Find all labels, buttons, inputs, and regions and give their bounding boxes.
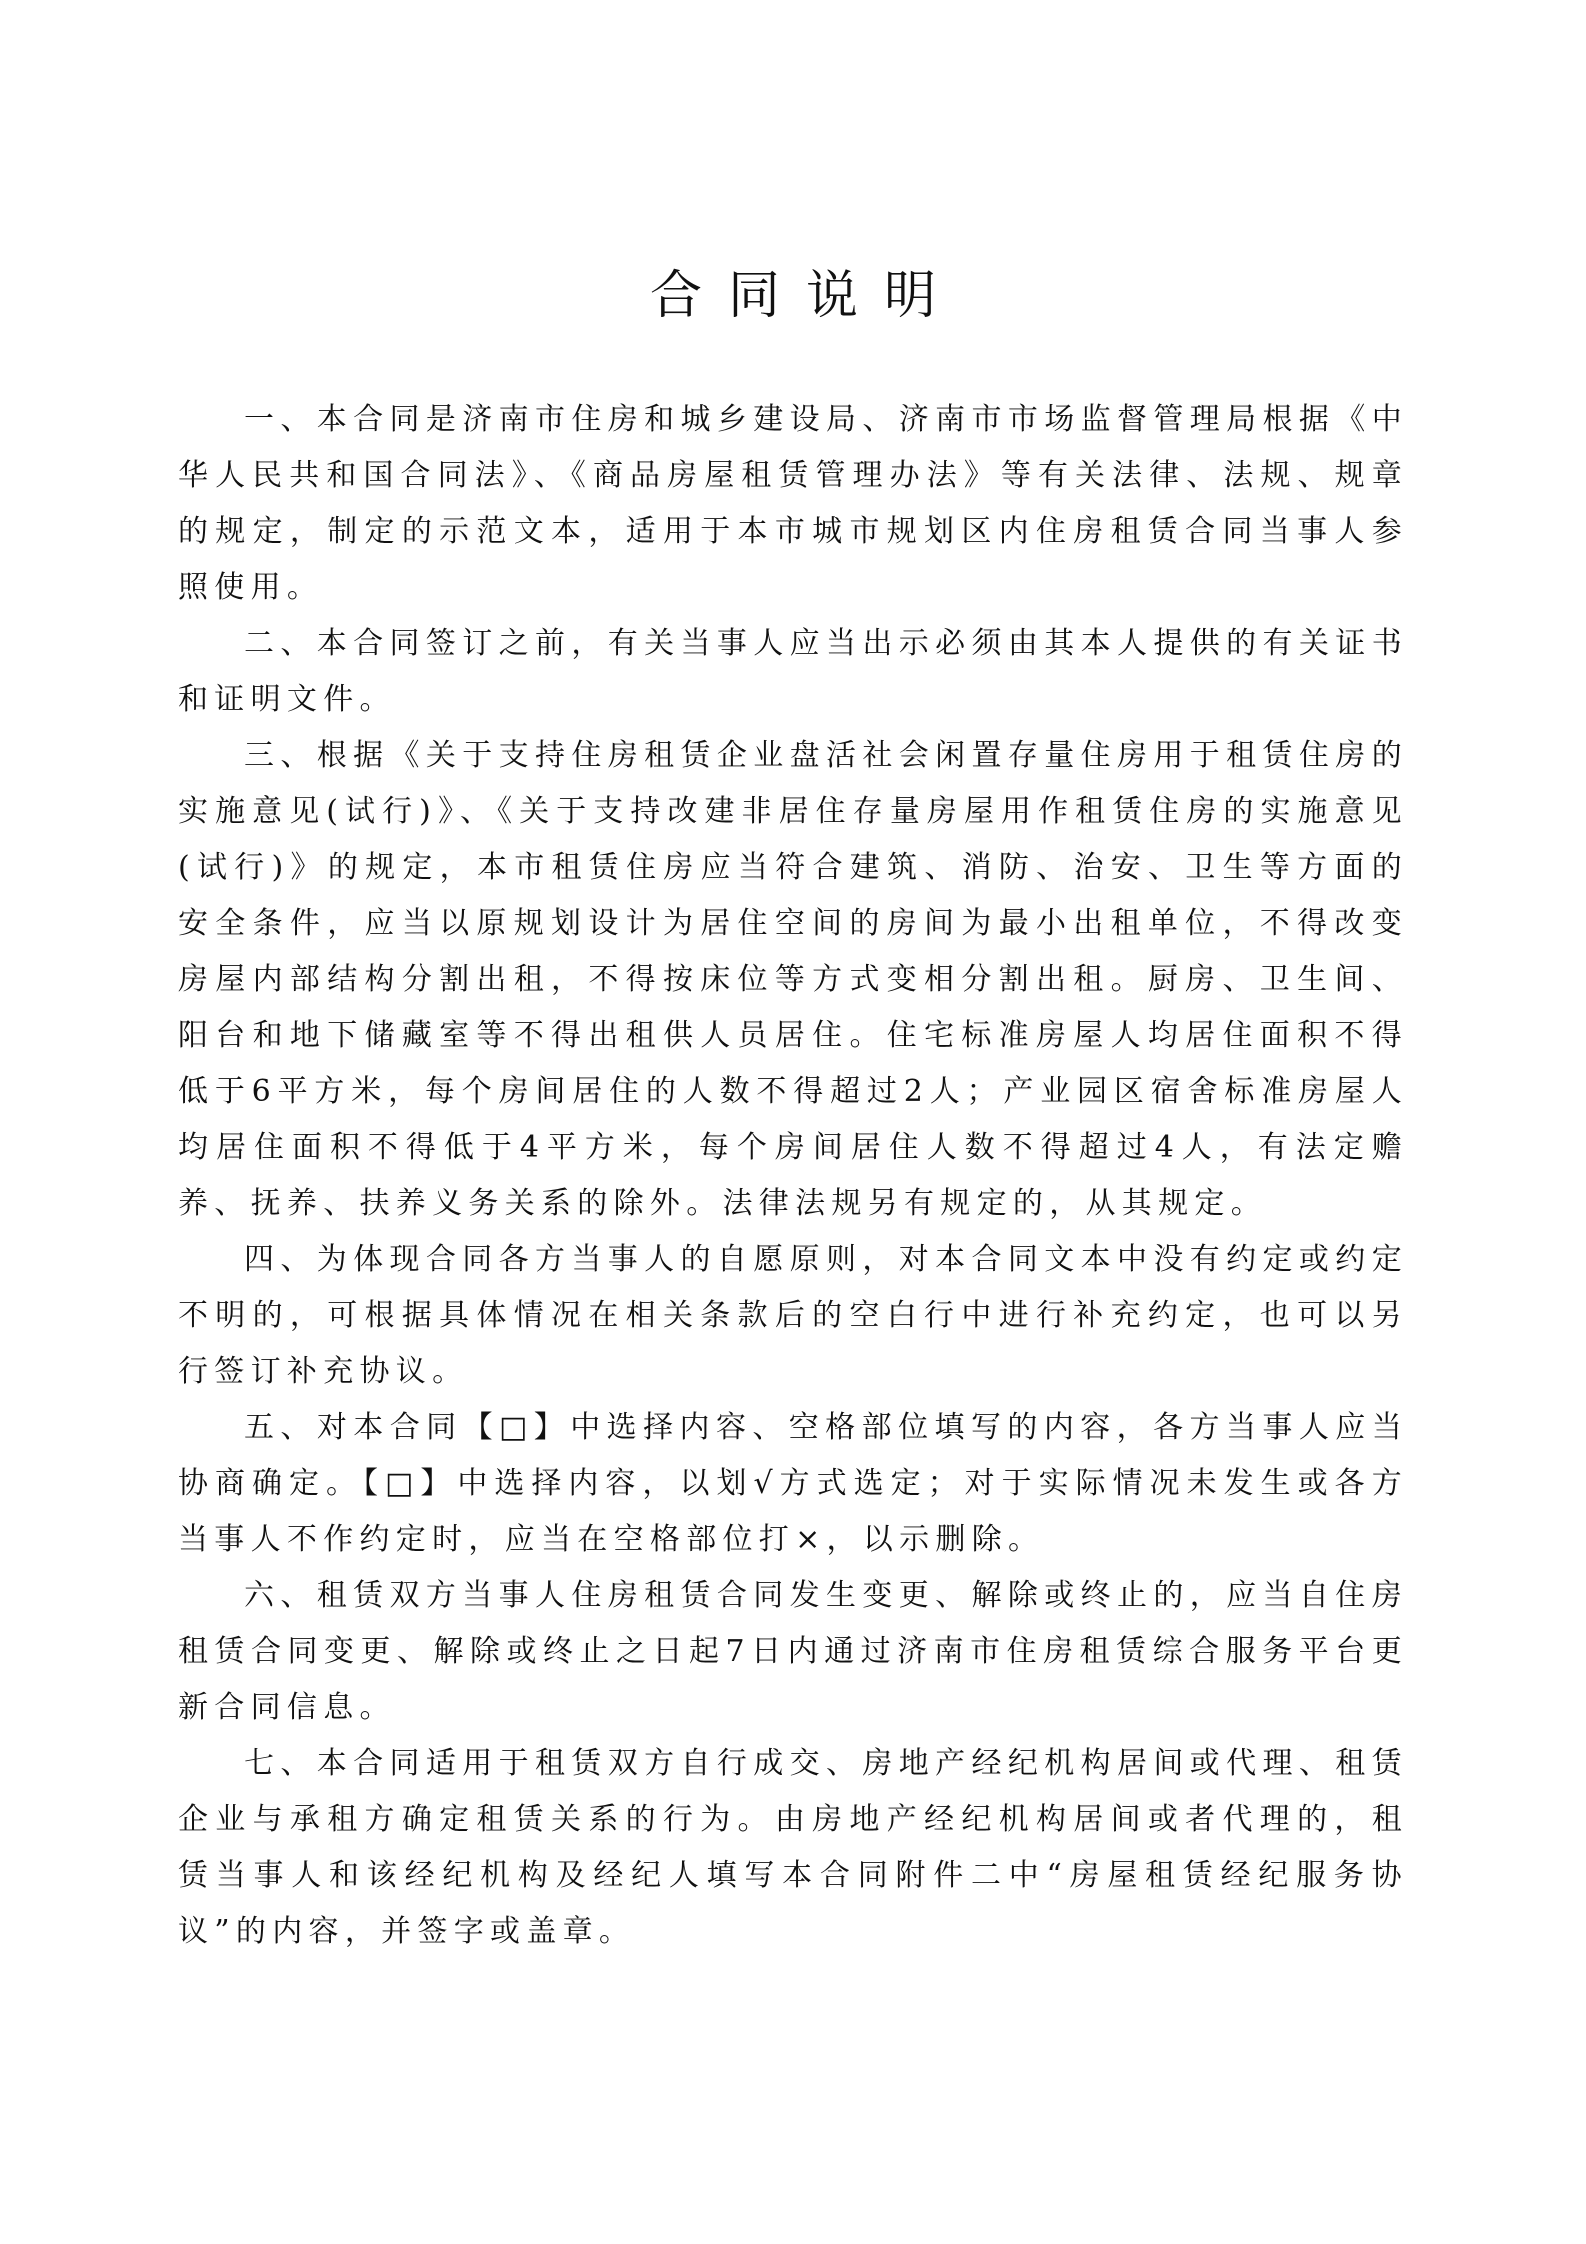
page-title: 合同说明 bbox=[649, 266, 962, 326]
clause-1: 一、本合同是济南市住房和城乡建设局、济南市市场监督管理局根据《中华人民共和国合同法》、《商品房屋租赁管理办法》等有关法律、法规、规章的规定，制定的示范文本，适用于本市城市规划区内住房租赁合同当事人参照使用。 bbox=[178, 402, 1408, 605]
document-body bbox=[178, 392, 1408, 1960]
clause-4: 四、为体现合同各方当事人的自愿原则，对本合同文本中没有约定或约定不明的，可根据具体情况在相关条款后的空白行中进行补充约定，也可以另行签订补充协议。 bbox=[178, 1242, 1408, 1389]
clause-2: 二、本合同签订之前，有关当事人应当出示必须由其本人提供的有关证书和证明文件。 bbox=[178, 626, 1408, 717]
clause-5: 五、对本合同【□】中选择内容、空格部位填写的内容，各方当事人应当协商确定。【□】中选择内容，以划√方式选定；对于实际情况未发生或各方当事人不作约定时，应当在空格部位打×，以示删除。 bbox=[178, 1410, 1408, 1557]
clause-7: 七、本合同适用于租赁双方自行成交、房地产经纪机构居间或代理、租赁企业与承租方确定租赁关系的行为。由房地产经纪机构居间或者代理的，租赁当事人和该经纪机构及经纪人填写本合同附件二中“房屋租赁经纪服务协议”的内容，并签字或盖章。 bbox=[178, 1746, 1408, 1949]
clause-3: 三、根据《关于支持住房租赁企业盘活社会闲置存量住房用于租赁住房的实施意见(试行)》、《关于支持改建非居住存量房屋用作租赁住房的实施意见(试行)》的规定，本市租赁住房应当符合建筑、消防、治安、卫生等方面的安全条件，应当以原规划设计为居住空间的房间为最小出租单位，不得改变房屋内部结构分割出租，不得按床位等方式变相分割出租。厨房、卫生间、阳台和地下储藏室等不得出租供人员居住。住宅标准房屋人均居住面积不得低于6平方米，每个房间居住的人数不得超过2人；产业园区宿舍标准房屋人均居住面积不得低于4平方米，每个房间居住人数不得超过4人，有法定赡养、抚养、扶养义务关系的除外。法律法规另有规定的，从其规定。 bbox=[178, 738, 1408, 1221]
clause-6: 六、租赁双方当事人住房租赁合同发生变更、解除或终止的，应当自住房租赁合同变更、解除或终止之日起7日内通过济南市住房租赁综合服务平台更新合同信息。 bbox=[178, 1578, 1408, 1725]
